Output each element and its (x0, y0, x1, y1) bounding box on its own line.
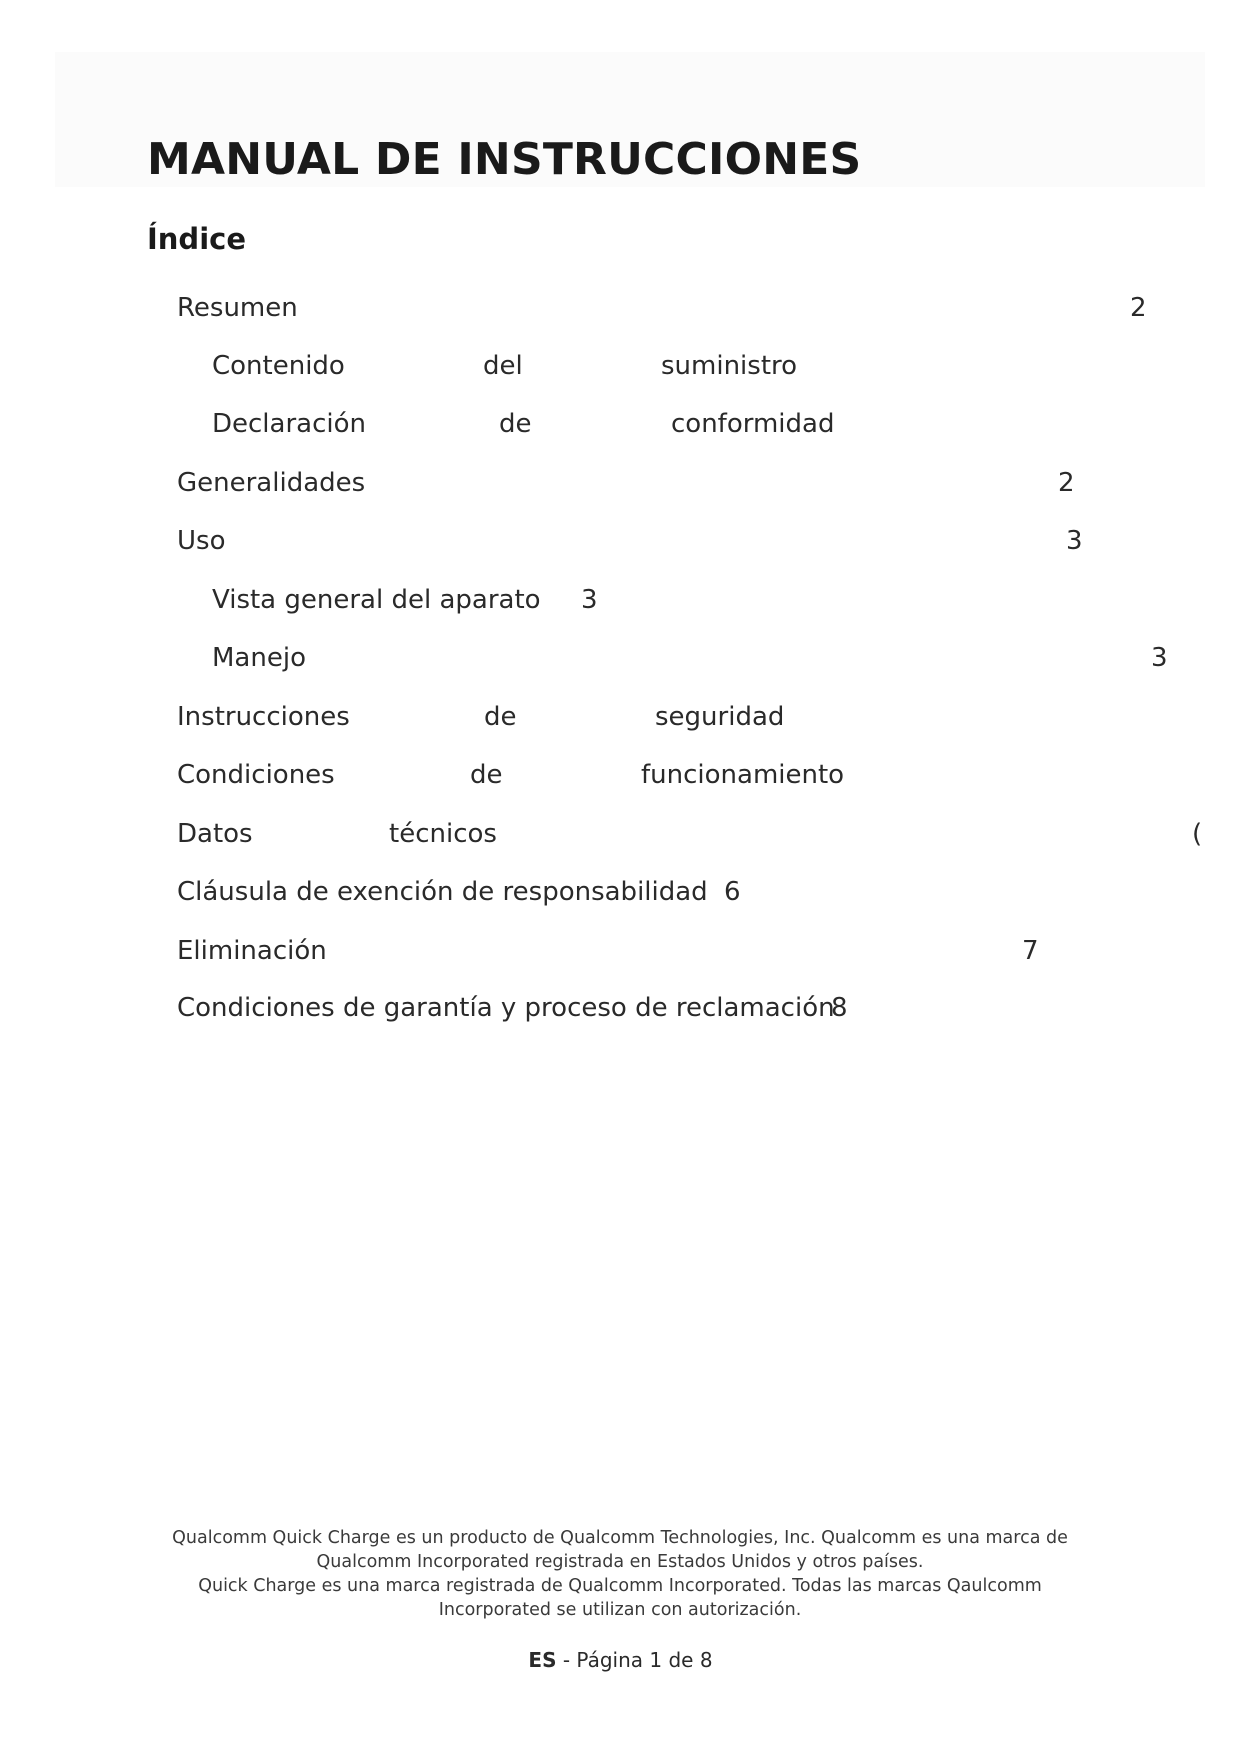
toc-entry-page-number: 3 (1151, 643, 1168, 673)
toc-entry-label: de (484, 702, 517, 732)
trademark-notice (160, 1526, 1080, 1622)
toc-entry-label: Resumen (177, 293, 298, 323)
trademark-notice-line: Qualcomm Incorporated registrada en Estados Unidos y otros países. (316, 1552, 924, 1572)
toc-entry-page-number: ( (1192, 819, 1203, 849)
toc-entry-label: técnicos (389, 819, 497, 849)
toc-entry-label: de (470, 760, 503, 790)
trademark-notice-line: Quick Charge es una marca registrada de Qualcomm Incorporated. Todas las marcas Qaulcomm (198, 1576, 1042, 1596)
toc-entry-label: Contenido (212, 351, 345, 381)
page-indicator: - Página 1 de 8 (562, 1648, 713, 1672)
toc-entry-label: Uso (177, 526, 226, 556)
toc-entry-page-number: 8 (831, 993, 848, 1023)
toc-entry-label: conformidad (671, 409, 835, 439)
toc-entry-label: de (499, 409, 532, 439)
toc-entry-page-number: 2 (1058, 468, 1075, 498)
toc-entry-label: funcionamiento (641, 760, 845, 790)
toc-entry-label: Declaración (212, 409, 366, 439)
language-code: ES (528, 1648, 557, 1672)
document-title: MANUAL DE INSTRUCCIONES (147, 134, 862, 185)
toc-entry-label: Condiciones (177, 760, 335, 790)
toc-entry-label: Cláusula de exención de responsabilidad (177, 877, 708, 907)
toc-entry-label: seguridad (655, 702, 785, 732)
toc-entry-label: del (483, 351, 523, 381)
toc-entry-page-number: 3 (1066, 526, 1083, 556)
toc-entry-label: suministro (661, 351, 798, 381)
trademark-notice-line: Qualcomm Quick Charge es un producto de Qualcomm Technologies, Inc. Qualcomm es una marca de (172, 1528, 1068, 1548)
toc-entry-label: Condiciones de garantía y proceso de reclamación (177, 993, 835, 1023)
toc-entry-page-number: 3 (581, 585, 598, 615)
toc-entry-label: Instrucciones (177, 702, 350, 732)
index-heading: Índice (147, 222, 246, 256)
toc-entry-page-number: 7 (1022, 936, 1039, 966)
toc-entry-label: Datos (177, 819, 253, 849)
toc-entry-label: Eliminación (177, 936, 327, 966)
toc-entry-label: Manejo (212, 643, 306, 673)
toc-entry-page-number: 2 (1130, 293, 1147, 323)
toc-entry-label: Generalidades (177, 468, 366, 498)
page-number-footer (0, 1648, 1241, 1672)
toc-entry-label: Vista general del aparato (212, 585, 541, 615)
trademark-notice-line: Incorporated se utilizan con autorización. (438, 1600, 802, 1620)
toc-entry-page-number: 6 (724, 877, 741, 907)
